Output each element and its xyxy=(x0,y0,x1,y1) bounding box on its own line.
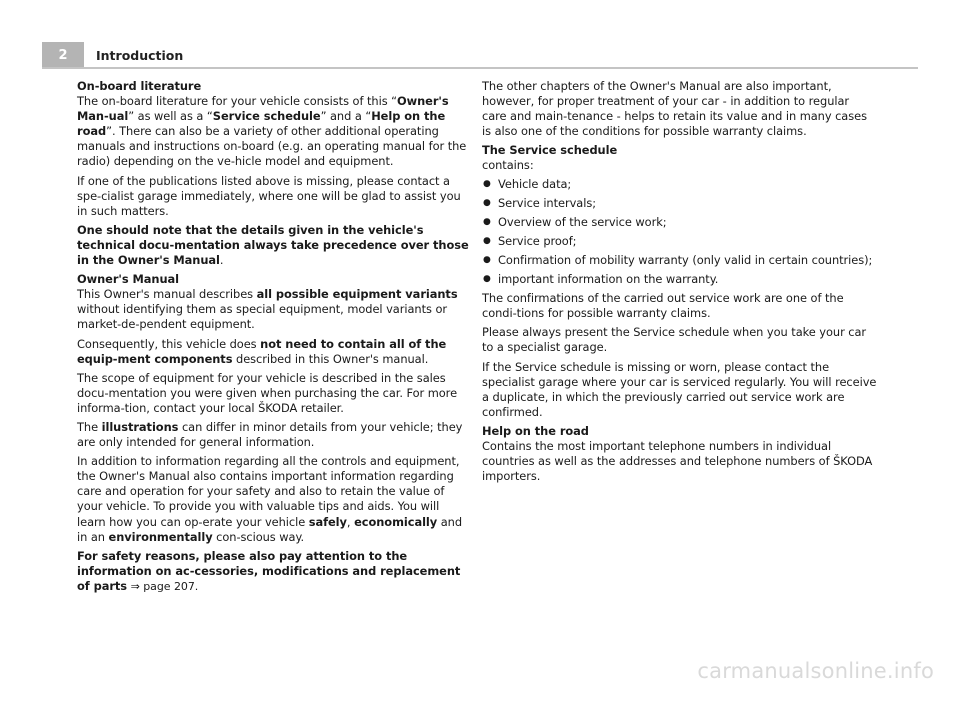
owners-manual-heading: Owner's Manual xyxy=(77,272,180,287)
bullet-icon: ● xyxy=(483,178,491,189)
list-item: ● Overview of the service work; xyxy=(483,214,667,229)
equipment-components-paragraph: Consequently, this vehicle does not need to contain all of the equip-ment components described in this Owner's manual. xyxy=(77,336,447,366)
onboard-literature-paragraph: The on-board literature for your vehicle consists of this “Owner's Man-ual” as well as a “Service schedule” and a “Help on the road”. There can also be a variety of other additional operating manuals and instructions on-board (e.g. an operating manual for the radio) depending on the ve-hicle model and equipment. xyxy=(77,94,467,169)
list-item: ● Service intervals; xyxy=(483,195,597,210)
help-on-the-road-paragraph: Contains the most important telephone numbers in individual countries as well as the addresses and telephone numbers of ŠKODA importers. xyxy=(482,438,873,484)
list-item: ● Confirmation of mobility warranty (only valid in certain countries); xyxy=(483,252,873,267)
confirmations-paragraph: The confirmations of the carried out service work are one of the condi-tions for possible warranty claims. xyxy=(482,291,844,321)
right-column xyxy=(482,79,877,488)
other-chapters-paragraph: The other chapters of the Owner's Manual are also important, however, for proper treatment of your car - in addition to regular care and main-tenance - helps to retain its value and in many cases is also one of the conditions for possible warranty claims. xyxy=(482,79,867,139)
help-on-the-road-heading: Help on the road xyxy=(482,423,589,438)
list-item: ● Vehicle data; xyxy=(483,176,572,191)
missing-schedule-paragraph: If the Service schedule is missing or worn, please contact the specialist garage where your car is serviced regularly. You will receive a duplicate, in which the previously carried out service work are confirmed. xyxy=(482,359,877,419)
list-item: ● Service proof; xyxy=(483,233,577,248)
bullet-icon: ● xyxy=(483,235,491,246)
bullet-icon: ● xyxy=(483,216,491,227)
header-divider xyxy=(42,67,918,69)
scope-of-equipment-paragraph: The scope of equipment for your vehicle is described in the sales docu-mentation you were given when purchasing the car. For more informa-tion, contact your local ŠKODA retailer. xyxy=(77,370,458,415)
safety-note: For safety reasons, please also pay attention to the information on ac-cessories, modifications and replacement of parts ⇒ page 207. xyxy=(77,548,461,593)
bullet-icon: ● xyxy=(483,274,491,285)
bullet-icon: ● xyxy=(483,254,491,265)
precedence-note: One should note that the details given in the vehicle's technical docu-mentation always take precedence over those in the Owner's Manual. xyxy=(77,222,469,268)
chapter-title: Introduction xyxy=(96,48,184,63)
contains-label: contains: xyxy=(482,158,534,173)
illustrations-paragraph: The illustrations can differ in minor details from your vehicle; they are only intended for general information. xyxy=(77,419,463,450)
list-item: ● important information on the warranty. xyxy=(483,272,719,287)
left-column xyxy=(77,79,469,598)
bullet-icon: ● xyxy=(483,197,491,208)
page-number: 2 xyxy=(58,48,68,63)
arrow-icon: ⇒ xyxy=(130,579,140,593)
missing-publication-paragraph: If one of the publications listed above is missing, please contact a spe-cialist garage immediately, where one will be glad to assist you in such matters. xyxy=(77,173,461,218)
equipment-variants-paragraph: This Owner's manual describes all possible equipment variants without identifying them as special equipment, model variants or market-de-pendent equipment. xyxy=(77,287,458,332)
service-schedule-heading: The Service schedule xyxy=(482,143,618,158)
onboard-literature-heading: On-board literature xyxy=(77,79,202,93)
operation-info-paragraph: In addition to information regarding all the controls and equipment, the Owner's Manual also contains important information regarding care and operation for your safety and also to retain the value of your vehicle. To provide you with valuable tips and aids. You will learn how you can op-erate your vehicle safely, economically and in an environmentally con-scious way. xyxy=(77,454,463,544)
watermark: carmanualsonline.info xyxy=(697,659,934,683)
service-schedule-list xyxy=(482,177,877,288)
present-schedule-paragraph: Please always present the Service schedule when you take your car to a specialist garage. xyxy=(482,325,867,355)
page-reference-link[interactable]: ⇒ page 207. xyxy=(130,579,199,593)
